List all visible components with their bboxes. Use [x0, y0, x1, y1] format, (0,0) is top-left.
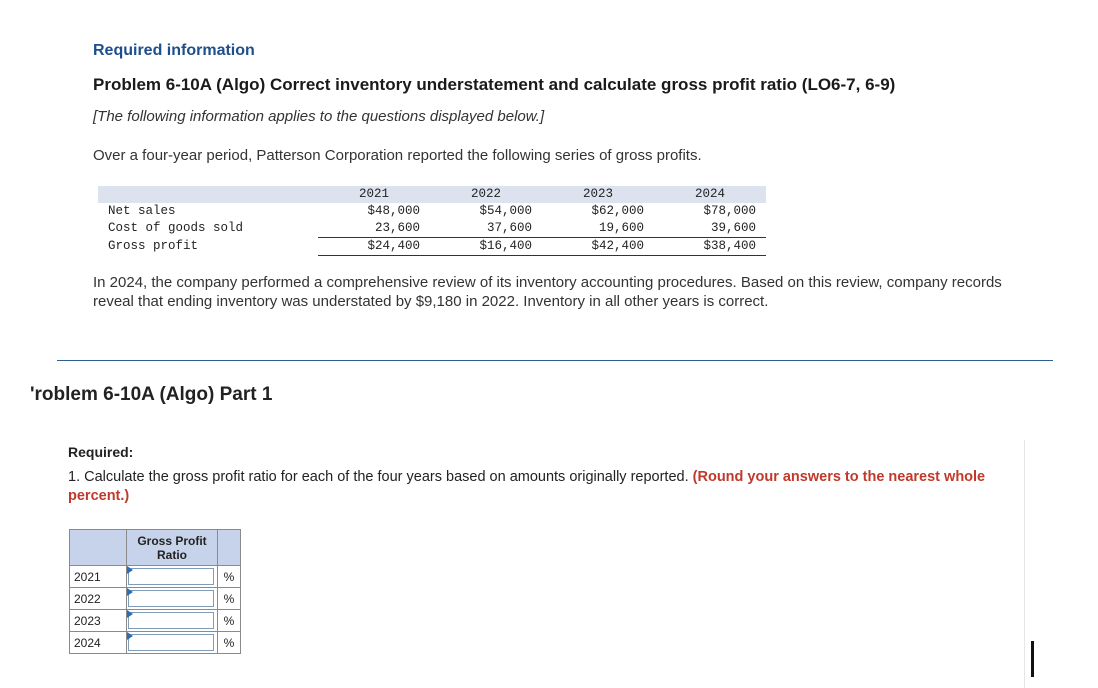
inventory-review-paragraph: In 2024, the company performed a comprehensive review of its inventory accounting procedures. Based on this review, company records reveal that ending inventory was understated by $9,180 in 2022. Inventory in all other years is correct. — [93, 274, 1002, 310]
year-header: 2024 — [654, 186, 766, 203]
table-cell: $54,000 — [479, 204, 532, 218]
table-cell: $62,000 — [591, 204, 644, 218]
table-cell: 23,600 — [318, 220, 430, 238]
table-cell: $24,400 — [318, 238, 430, 256]
year-label: 2021 — [70, 566, 127, 588]
row-label: Cost of goods sold — [108, 221, 244, 236]
intro-text: Over a four-year period, Patterson Corporation reported the following series of gross profits. — [93, 147, 702, 164]
problem-title: Problem 6-10A (Algo) Correct inventory understatement and calculate gross profit ratio (LO6-7, 6-9) — [93, 75, 896, 94]
section-divider — [57, 360, 1053, 361]
required-label-clipped — [68, 444, 134, 460]
year-header: 2023 — [542, 186, 654, 203]
gross-profit-ratio-header: Gross Profit Ratio — [127, 530, 218, 566]
panel-edge — [1024, 440, 1025, 688]
flag-icon — [127, 632, 133, 640]
table-row-net-sales — [98, 203, 766, 220]
table-cell: $48,000 — [367, 204, 420, 218]
text-cursor — [1031, 641, 1034, 677]
table-cell: 37,600 — [430, 220, 542, 238]
year-label: 2022 — [70, 588, 127, 610]
answer-table — [69, 529, 241, 654]
flag-icon — [127, 588, 133, 596]
ratio-input-2024[interactable] — [128, 634, 214, 651]
table-cell: 19,600 — [542, 220, 654, 238]
year-label: 2023 — [70, 610, 127, 632]
percent-unit: % — [218, 588, 241, 610]
instruction — [68, 468, 1028, 506]
answer-row-2024 — [70, 632, 241, 654]
ratio-input-2022[interactable] — [128, 590, 214, 607]
answer-row-2021 — [70, 566, 241, 588]
answer-header-row — [70, 530, 241, 566]
table-cell: $42,400 — [542, 238, 654, 256]
table-cell: $16,400 — [430, 238, 542, 256]
ratio-input-2023[interactable] — [128, 612, 214, 629]
table-row-gross-profit — [98, 238, 766, 256]
table-row-cogs — [98, 220, 766, 238]
ratio-input-2021[interactable] — [128, 568, 214, 585]
answer-row-2023 — [70, 610, 241, 632]
year-label: 2024 — [70, 632, 127, 654]
percent-unit: % — [218, 610, 241, 632]
flag-icon — [127, 566, 133, 574]
gross-profit-table — [98, 186, 766, 256]
required-label: Required: — [68, 444, 134, 460]
row-label: Net sales — [108, 204, 176, 218]
instruction-text: 1. Calculate the gross profit ratio for each of the four years based on amounts originally reported. — [68, 469, 689, 485]
flag-icon — [127, 610, 133, 618]
row-label: Gross profit — [108, 239, 199, 253]
rounding-instruction: (Round your answers to the nearest whole percent.) — [68, 469, 986, 504]
applies-note: [The following information applies to the questions displayed below.] — [93, 108, 545, 125]
table-header-row — [98, 186, 766, 203]
percent-unit: % — [218, 566, 241, 588]
percent-unit: % — [218, 632, 241, 654]
part-title: 'roblem 6-10A (Algo) Part 1 — [30, 384, 273, 405]
table-cell: $78,000 — [703, 204, 756, 218]
answer-row-2022 — [70, 588, 241, 610]
required-information-heading: Required information — [93, 42, 255, 59]
table-cell: 39,600 — [654, 220, 766, 238]
year-header: 2021 — [318, 186, 430, 203]
year-header: 2022 — [430, 186, 542, 203]
table-cell: $38,400 — [654, 238, 766, 256]
